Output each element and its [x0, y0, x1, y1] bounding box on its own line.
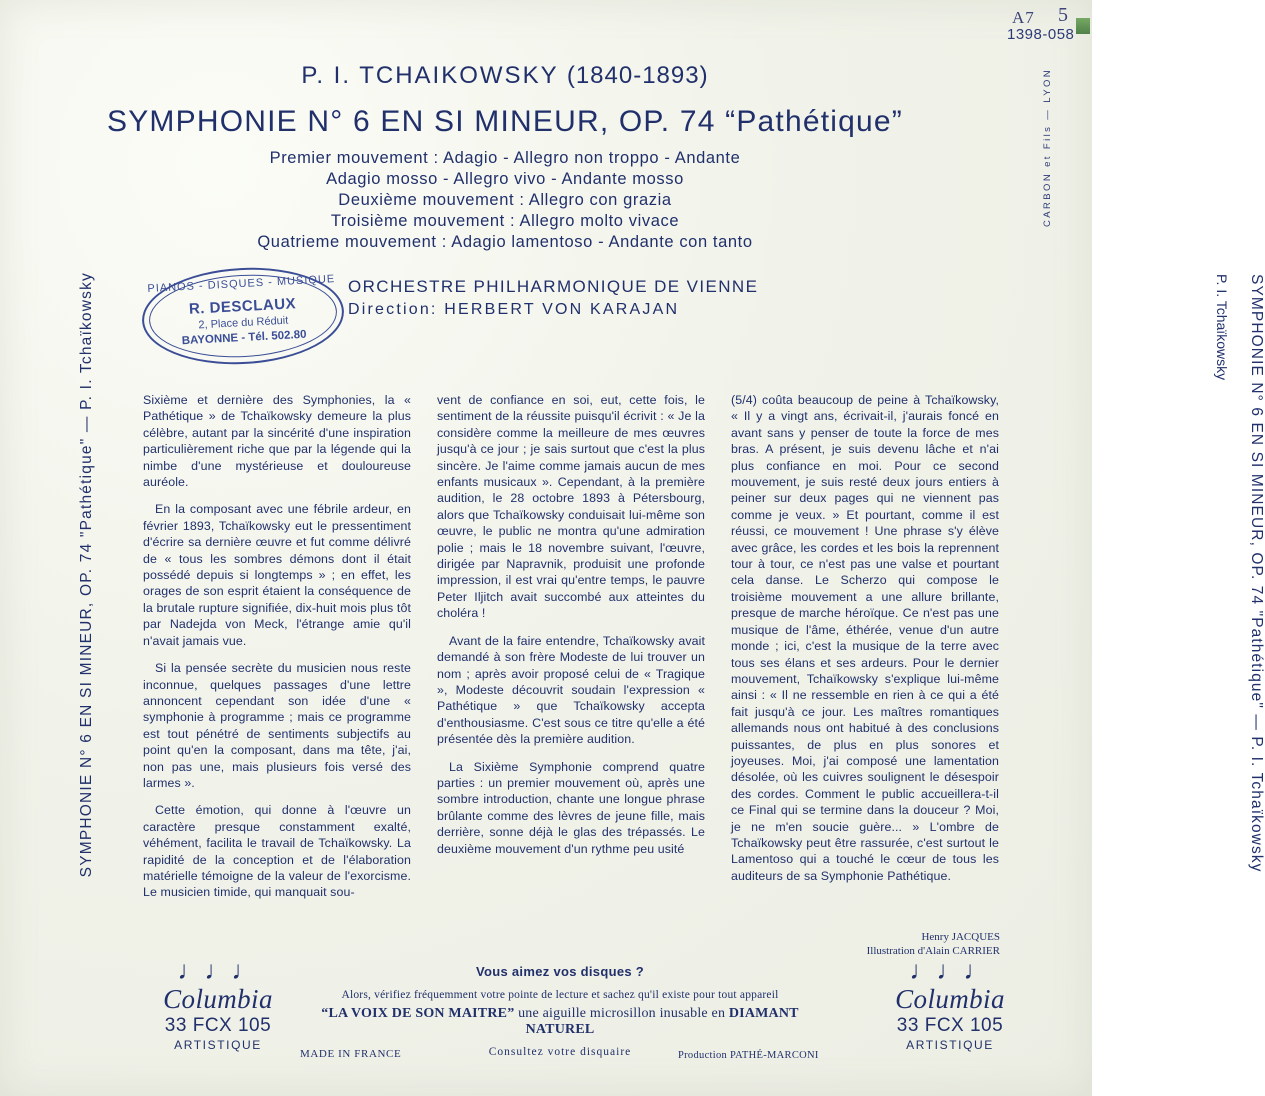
paragraph: Avant de la faire entendre, Tchaïkowsky avait demandé à son frère Modeste de lui trouver un nom ; après avoir proposé celui de « Tragique », Modeste découvrit soudain l'expression « Pathétique » que Tchaïkowsky accepta d'enthousiasme. C'est sous ce titre qu'elle a été présentée dès la première audition. [437, 633, 705, 747]
stamp-address: 2, Place du Réduit [198, 314, 289, 332]
liner-notes-column-3 [731, 392, 999, 912]
paragraph: Si la pensée secrète du musicien nous reste inconnue, quelques passages d'une lettre annoncent cependant son idée d'une « symphonie à programme ; mais ce programme est tout pénétré de sentiments subjectifs au point qu'en la composant, dans ma tête, j'ai, non pas une, mais plusieurs fois versé des larmes ». [143, 661, 411, 790]
promo-line-2 [290, 1006, 830, 1038]
printer-credit: CARBON et Fils — LYON [1042, 68, 1053, 227]
label-logo-left [118, 958, 318, 1052]
paragraph: (5/4) coûta beaucoup de peine à Tchaïkowsky, « Il y a vingt ans, écrivait-il, j'aurais foncé en avant sans y penser de toute la force de mes bras. A présent, je suis devenu lâche et n'ai plus confiance en moi. Pour ce second mouvement, je suis resté deux jours entiers à peiner sur deux pages qui ne viennent pas comme je veux. » Et pourtant, comme il est réussi, ce mouvement ! Une phrase s'y élève avec grâce, les cordes et les bois la reprennent tour à tour, ce n'est pas une valse et pourtant cela danse. Le Scherzo qui compose le troisième mouvement a une allure brillante, presque de marche héroïque. Ce n'est pas une musique de l'âme, éthérée, venue d'un autre monde ; ici, c'est la musique de la terre avec tous ses élans et ses ardeurs. Pour le dernier mouvement, Tchaïkowsky s'explique lui-même ainsi : « Il ne ressemble en rien à ce qui a été fait jusqu'à ce jour. Les maîtres romantiques allemands nous ont habitué à des conclusions puissantes, de plus en plus sonores et joyeuses. Moi, j'ai composé une lamentation désolée, où les cuivres soulignent le désespoir des cordes. Comment le public accueillera-t-il ce Final qui se termine dans la douceur ? Moi, je ne m'en soucie guère... » L'ombre de Tchaïkowsky peut être rassurée, c'est surtout le Lamentoso qui a touché le cœur de tous les auditeurs de sa Symphonie Pathétique. [731, 393, 999, 883]
paragraph: Cette émotion, qui donne à l'œuvre un caractère presque constamment exalté, véhément, facilita le travail de Tchaïkowsky. La rapidité de la conception et de l'élaboration matérielle témoigne de la valeur de l'exorcisme. Le musicien timide, qui manquait sou- [143, 803, 411, 900]
movement-item: Quatrieme mouvement : Adagio lamentoso - Andante con tanto [257, 233, 753, 251]
conductor-name: Direction: HERBERT VON KARAJAN [348, 301, 680, 318]
movement-item: Adagio mosso - Allegro vivo - Andante mosso [326, 170, 684, 188]
label-logo-right [850, 958, 1050, 1052]
paragraph: vent de confiance en soi, eut, cette fois, le sentiment de la réussite puisqu'il écrivit : « Je la considère comme la meilleure de mes œuvres jusqu'à ce jour ; je sais surtout que c'est la plus sincère. Je l'aime comme jamais aucun de mes enfants musicaux ». Cependant, à la première audition, le 28 octobre 1893 à Pétersbourg, alors que Tchaïkowsky conduisait lui-même son œuvre, le public ne montra qu'une admiration polie ; mais le 18 novembre suivant, l'œuvre, dirigée par Napravnik, produisit une profonde impression, il est vrai qu'entre temps, le pauvre Peter Iljitch avait succombé aux atteintes du choléra ! [437, 393, 705, 621]
liner-notes-column-2 [437, 392, 705, 912]
illustration-credit: Illustration d'Alain CARRIER [866, 945, 1000, 957]
promo-question: Vous aimez vos disques ? [475, 964, 645, 979]
paragraph: La Sixième Symphonie comprend quatre parties : un premier mouvement où, après une sombre introduction, chante une longue phrase brûlante comme des lèvres de jeune fille, mais derrière, sonne déjà le glas des trépassés. Le deuxième mouvement d'un rythme peu usité [437, 759, 705, 856]
movement-item: Deuxième mouvement : Allegro con grazia [338, 191, 672, 209]
paragraph: Sixième et dernière des Symphonies, la « Pathétique » de Tchaïkowsky demeure la plus célèbre, autant par la sincérité d'une inspiration particulièrement riche que par la légende qui la nimbe d'une mystérieuse et douloureuse auréole. [143, 393, 411, 490]
producer-text: Production PATHÉ-MARCONI [678, 1050, 819, 1061]
stamp-dealer-name: R. DESCLAUX [188, 295, 297, 318]
promo-diamond: DIAMANT NATUREL [525, 1006, 799, 1037]
label-series: ARTISTIQUE [906, 1038, 994, 1052]
promo-line-2-middle: une aiguille microsillon inusable en [518, 1006, 726, 1021]
label-brand-name: Columbia [895, 984, 1005, 1014]
promo-line-3: Consultez votre disquaire [488, 1046, 632, 1058]
promo-line-1: Alors, vérifiez fréquemment votre pointe de lecture et sachez qu'il existe pour tout appareil [341, 989, 779, 1001]
music-notes-icon: ♩♩♩ [909, 956, 991, 985]
paragraph: En la composant avec une fébrile ardeur, en février 1893, Tchaïkowsky eut le pressentiment d'écrire sa dernière œuvre et fut comme délivré de « tous les sombres démons dont il était possédé depuis si longtemps » ; en effet, les orages de son esprit étaient la conséquence de la brutale rupture signifiée, dix-huit mois plus tôt par Nadejda von Meck, l'étrange amie qu'il n'avait jamais vue. [143, 502, 411, 648]
label-catalog-number: 33 FCX 105 [896, 1015, 1004, 1036]
notes-author: Henry JACQUES [921, 931, 1000, 943]
stamp-city: BAYONNE - Tél. 502.80 [181, 328, 307, 348]
label-series: ARTISTIQUE [174, 1038, 262, 1052]
composer-line [0, 62, 1010, 90]
made-in-text: MADE IN FRANCE [300, 1048, 402, 1060]
liner-notes [143, 392, 1001, 912]
promo-block [290, 964, 830, 1058]
dealer-stamp [140, 263, 347, 369]
music-notes-icon: ♩♩♩ [177, 956, 259, 985]
composer-dates: (1840-1893) [566, 62, 709, 89]
spine-text-right: SYMPHONIE N° 6 EN SI MINEUR, OP. 74 "Pathétique" — P. I. Tchaïkowsky [1248, 274, 1265, 873]
movement-item: Premier mouvement : Adagio - Allegro non troppo - Andante [269, 149, 741, 167]
stamp-top-text: PIANOS - DISQUES - MUSIQUE [147, 273, 336, 295]
credits-block [760, 930, 1000, 958]
label-catalog-number: 33 FCX 105 [164, 1015, 272, 1036]
green-ink-mark [1076, 18, 1090, 34]
performer-block [348, 275, 758, 321]
spine-text-right-composer: P. I. Tchaïkowsky [1214, 274, 1230, 381]
liner-notes-column-1 [143, 392, 411, 912]
catalog-code: 1398-058 [1007, 26, 1075, 43]
spine-text-left: SYMPHONIE N° 6 EN SI MINEUR, OP. 74 "Pathétique" — P. I. Tchaïkowsky [78, 272, 95, 878]
movement-item: Troisième mouvement : Allegro molto vivace [330, 212, 680, 230]
handwritten-code-secondary: 5 [1058, 4, 1068, 26]
handwritten-code: A7 [1012, 8, 1035, 27]
composer-name: P. I. TCHAIKOWSKY [301, 62, 559, 89]
movements-list [0, 148, 1010, 253]
page-title: SYMPHONIE N° 6 EN SI MINEUR, OP. 74 “Pathétique” [107, 105, 903, 138]
promo-brand: “LA VOIX DE SON MAITRE” [321, 1006, 515, 1021]
label-brand-name: Columbia [163, 984, 273, 1014]
orchestra-name: ORCHESTRE PHILHARMONIQUE DE VIENNE [348, 277, 759, 296]
